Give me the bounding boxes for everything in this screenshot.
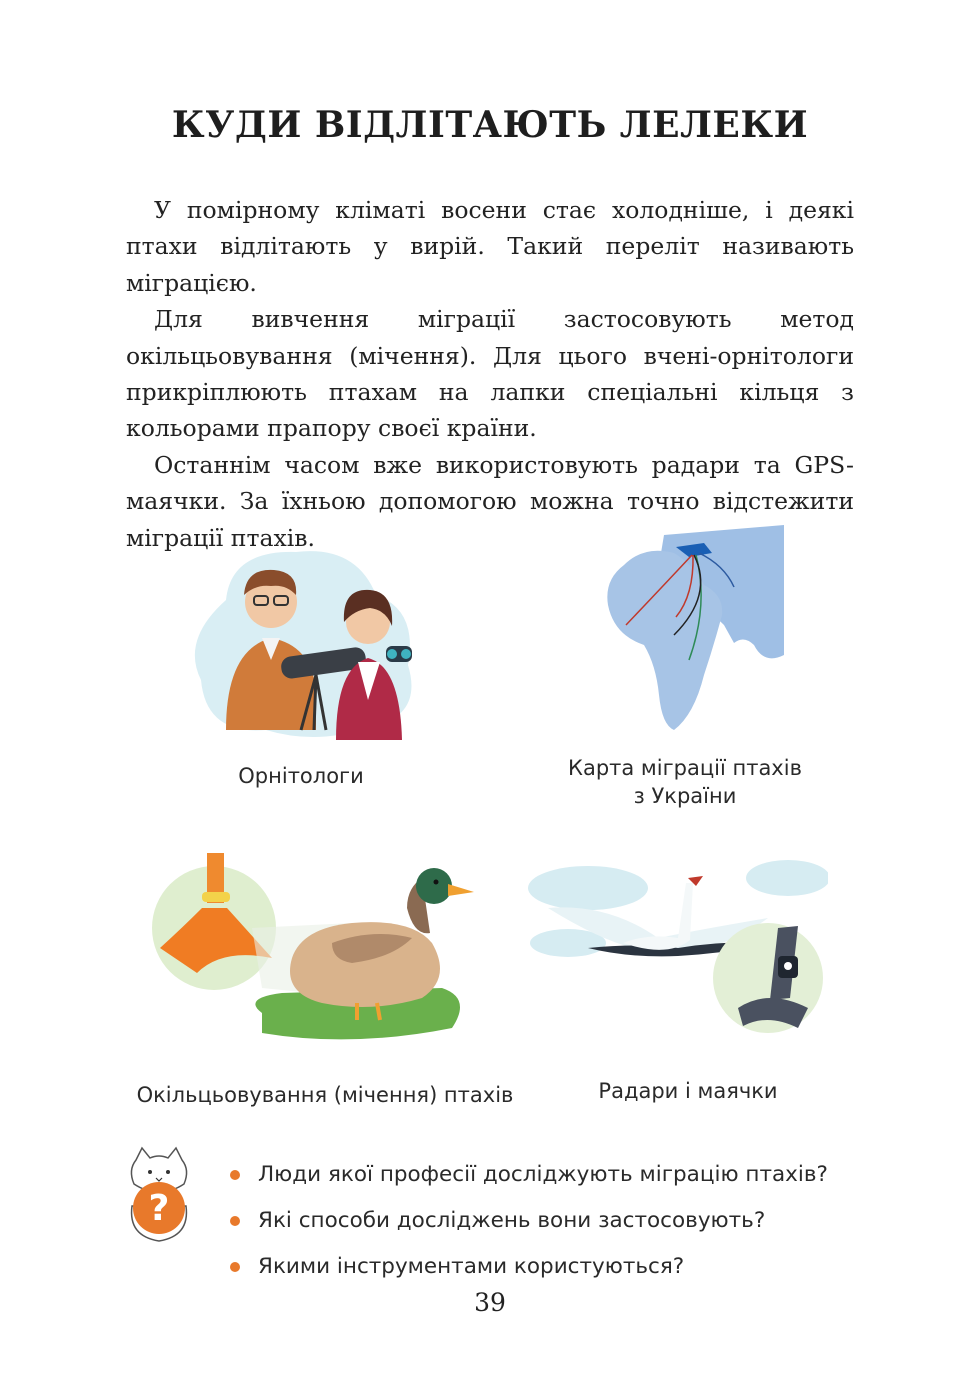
question-text: Які способи досліджень вони застосовують? <box>258 1208 766 1233</box>
page-title: КУДИ ВІДЛІТАЮТЬ ЛЕЛЕКИ <box>171 104 809 146</box>
svg-text:?: ? <box>148 1188 170 1229</box>
question-text: Люди якої професії досліджують міграцію птахів? <box>258 1162 828 1187</box>
question-list <box>230 1156 870 1294</box>
cat-question-icon <box>122 1146 196 1246</box>
crane-tracker-illustration <box>528 848 828 1048</box>
paragraph-1: У помірному кліматі восени стає холодніше, і деякі птахи відлітають у вирій. Такий переліт називають міграцією. <box>126 196 854 297</box>
bullet-icon <box>230 1262 240 1272</box>
page-number: 39 <box>474 1288 506 1317</box>
migration-map-illustration <box>604 525 784 740</box>
body-text <box>126 192 854 556</box>
bullet-icon <box>230 1170 240 1180</box>
caption-ornithologists: Орнітологи <box>238 764 364 788</box>
duck-ringing-illustration <box>152 848 482 1058</box>
paragraph-2: Для вивчення міграції застосовують метод окільцьовування (мічення). Для цього вчені-орнітологи прикріплюють птахам на лапки спеціальні кільця з кольорами прапору своєї країни. <box>126 305 854 443</box>
caption-map <box>540 754 830 810</box>
ornithologists-illustration <box>186 540 426 750</box>
question-item <box>230 1202 870 1248</box>
question-text: Якими інструментами користуються? <box>258 1254 685 1279</box>
caption-map-line-1: Карта міграції птахів <box>568 756 802 780</box>
paragraph-3: Останнім часом вже використовують радари та GPS-маячки. За їхньою допомогою можна точно відстежити міграції птахів. <box>126 450 854 552</box>
caption-radar: Радари і маячки <box>598 1079 778 1103</box>
caption-map-line-2: з України <box>633 784 737 808</box>
question-item <box>230 1156 870 1202</box>
bullet-icon <box>230 1216 240 1226</box>
caption-ringing: Окільцьовування (мічення) птахів <box>136 1083 514 1107</box>
